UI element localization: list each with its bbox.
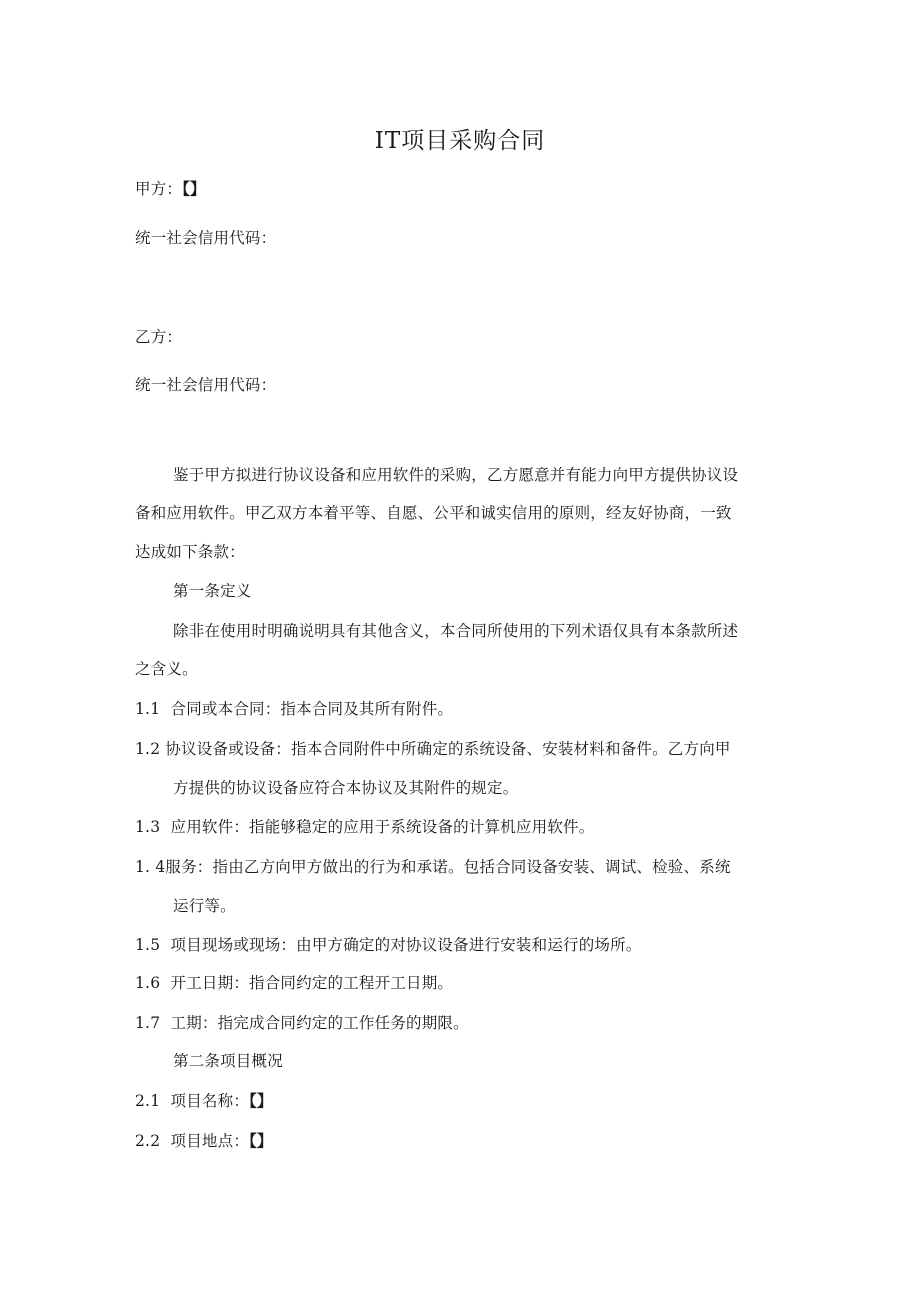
clause-1-2-continuation: 方提供的协议设备应符合本协议及其附件的规定。 bbox=[173, 779, 519, 797]
clause-text: 项目现场或现场：由甲方确定的对协议设备进行安装和运行的场所。 bbox=[170, 936, 642, 954]
clause-1-3 bbox=[135, 815, 594, 837]
party-a-value: 【】 bbox=[182, 179, 206, 198]
contract-title: IT项目采购合同 bbox=[374, 128, 546, 154]
clause-number: 1.7 bbox=[135, 1014, 161, 1032]
clause-text: 工期：指完成合同约定的工作任务的期限。 bbox=[170, 1014, 469, 1032]
item-label: 项目名称： bbox=[170, 1092, 250, 1110]
item-label: 项目地点： bbox=[170, 1132, 250, 1150]
clause-1-4 bbox=[135, 855, 731, 877]
clause-number: 1. 4 bbox=[135, 858, 166, 876]
clause-1-1 bbox=[135, 697, 453, 719]
credit-code-a-label: 统一社会信用代码： bbox=[135, 229, 277, 247]
clause-number: 1.1 bbox=[135, 700, 161, 718]
clause-text: 应用软件：指能够稳定的应用于系统设备的计算机应用软件。 bbox=[170, 818, 595, 836]
clause-number: 1.6 bbox=[135, 974, 161, 992]
credit-code-b-label: 统一社会信用代码： bbox=[135, 376, 277, 394]
clause-1-6 bbox=[135, 971, 453, 993]
item-number: 2.2 bbox=[135, 1132, 161, 1150]
article-2-title: 第二条项目概况 bbox=[173, 1052, 283, 1070]
clause-text: 合同或本合同：指本合同及其所有附件。 bbox=[170, 700, 454, 718]
article-1-title: 第一条定义 bbox=[173, 582, 252, 600]
clause-1-2 bbox=[135, 737, 731, 759]
article-1-intro-line-2: 之含义。 bbox=[135, 660, 198, 678]
clause-text: 开工日期：指合同约定的工程开工日期。 bbox=[170, 974, 454, 992]
item-value: 【】 bbox=[249, 1091, 273, 1110]
clause-number: 1.3 bbox=[135, 818, 161, 836]
clause-1-4-continuation: 运行等。 bbox=[173, 897, 236, 915]
clause-text: 服务：指由乙方向甲方做出的行为和承诺。包括合同设备安装、调试、检验、系统 bbox=[165, 858, 731, 876]
article-2-item-1 bbox=[135, 1089, 273, 1111]
preamble-line-1: 鉴于甲方拟进行协议设备和应用软件的采购，乙方愿意并有能力向甲方提供协议设 bbox=[173, 466, 739, 484]
clause-number: 1.5 bbox=[135, 936, 161, 954]
clause-1-7 bbox=[135, 1011, 469, 1033]
article-1-intro-line-1: 除非在使用时明确说明具有其他含义，本合同所使用的下列术语仅具有本条款所述 bbox=[173, 622, 739, 640]
item-value: 【】 bbox=[249, 1131, 273, 1150]
preamble-line-2: 备和应用软件。甲乙双方本着平等、自愿、公平和诚实信用的原则，经友好协商，一致 bbox=[135, 504, 732, 522]
clause-number: 1.2 bbox=[135, 740, 161, 758]
party-a-line bbox=[135, 177, 206, 199]
item-number: 2.1 bbox=[135, 1092, 161, 1110]
preamble-line-3: 达成如下条款： bbox=[135, 543, 245, 561]
clause-text: 协议设备或设备：指本合同附件中所确定的系统设备、安装材料和备件。乙方向甲 bbox=[165, 740, 731, 758]
clause-1-5 bbox=[135, 933, 642, 955]
party-a-label: 甲方： bbox=[135, 180, 183, 198]
article-2-item-2 bbox=[135, 1129, 273, 1151]
party-b-label: 乙方： bbox=[135, 328, 183, 346]
